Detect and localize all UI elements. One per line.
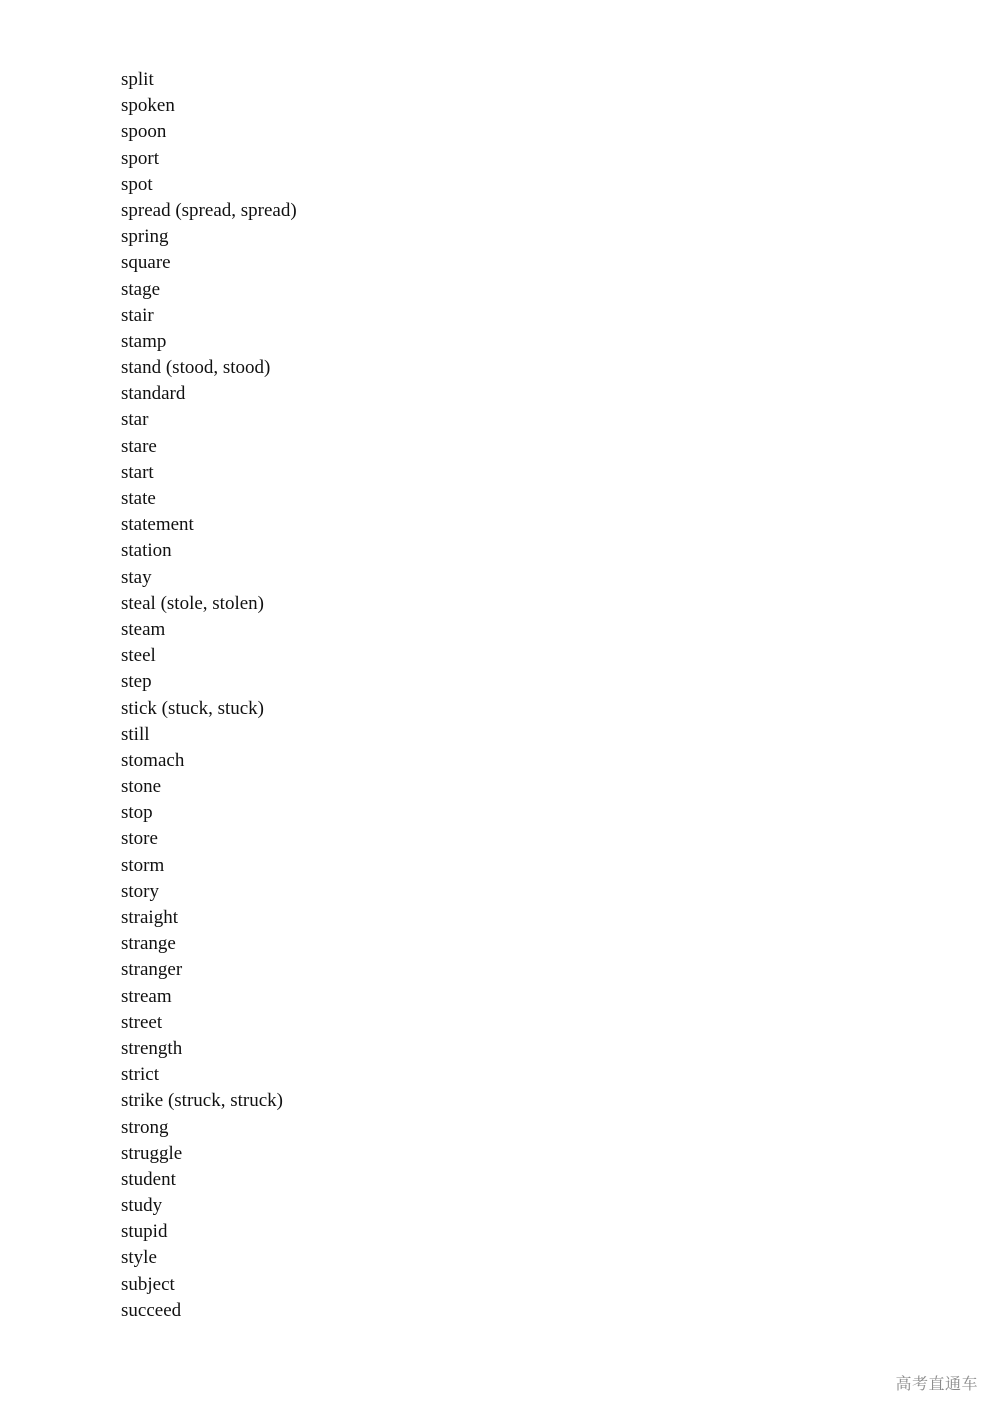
word-entry: stage [121, 278, 161, 300]
word-entry: stone [121, 776, 162, 798]
word-entry: steam [121, 618, 166, 640]
word-entry: spoon [121, 121, 167, 143]
word-entry: strength [121, 1037, 183, 1059]
word-entry: study [121, 1195, 163, 1217]
word-entry: state [121, 488, 156, 509]
word-entry: stand (stood, stood) [121, 357, 271, 379]
word-entry: stamp [121, 330, 167, 352]
word-entry: subject [121, 1273, 175, 1295]
word-entry: stay [121, 566, 152, 588]
word-entry: stranger [121, 959, 183, 981]
word-entry: style [121, 1247, 157, 1269]
word-entry: spring [121, 226, 169, 248]
word-entry: steel [121, 645, 156, 667]
word-entry: split [121, 69, 154, 90]
word-entry: store [121, 828, 158, 850]
word-entry: spot [121, 173, 153, 195]
word-entry: strike (struck, struck) [121, 1090, 283, 1112]
word-entry: stupid [121, 1221, 168, 1243]
word-entry: steal (stole, stolen) [121, 592, 264, 614]
vocabulary-word-list [121, 67, 297, 1324]
word-entry: spoken [121, 95, 175, 117]
word-entry: stop [121, 802, 153, 824]
word-entry: student [121, 1168, 176, 1190]
word-entry: stream [121, 985, 172, 1007]
word-entry: story [121, 880, 159, 902]
word-entry: start [121, 461, 154, 483]
word-entry: station [121, 540, 172, 562]
word-entry: succeed [121, 1299, 182, 1321]
word-entry: street [121, 1011, 163, 1033]
word-entry: step [121, 671, 152, 693]
word-entry: storm [121, 854, 165, 876]
word-entry: square [121, 252, 171, 274]
word-entry: star [121, 409, 149, 431]
word-entry: spread (spread, spread) [121, 199, 297, 221]
word-entry: statement [121, 514, 194, 536]
word-entry: stomach [121, 749, 185, 771]
watermark: 高考直通车 [895, 1374, 978, 1393]
word-entry: straight [121, 907, 178, 928]
word-entry: struggle [121, 1142, 183, 1164]
word-entry: strange [121, 933, 176, 955]
word-entry: still [121, 723, 150, 745]
word-entry: strong [121, 1116, 169, 1138]
word-entry: stare [121, 435, 157, 457]
word-entry: stair [121, 304, 154, 326]
word-entry: standard [121, 383, 186, 405]
word-entry: strict [121, 1064, 159, 1086]
word-entry: stick (stuck, stuck) [121, 697, 265, 719]
word-entry: sport [121, 147, 159, 169]
